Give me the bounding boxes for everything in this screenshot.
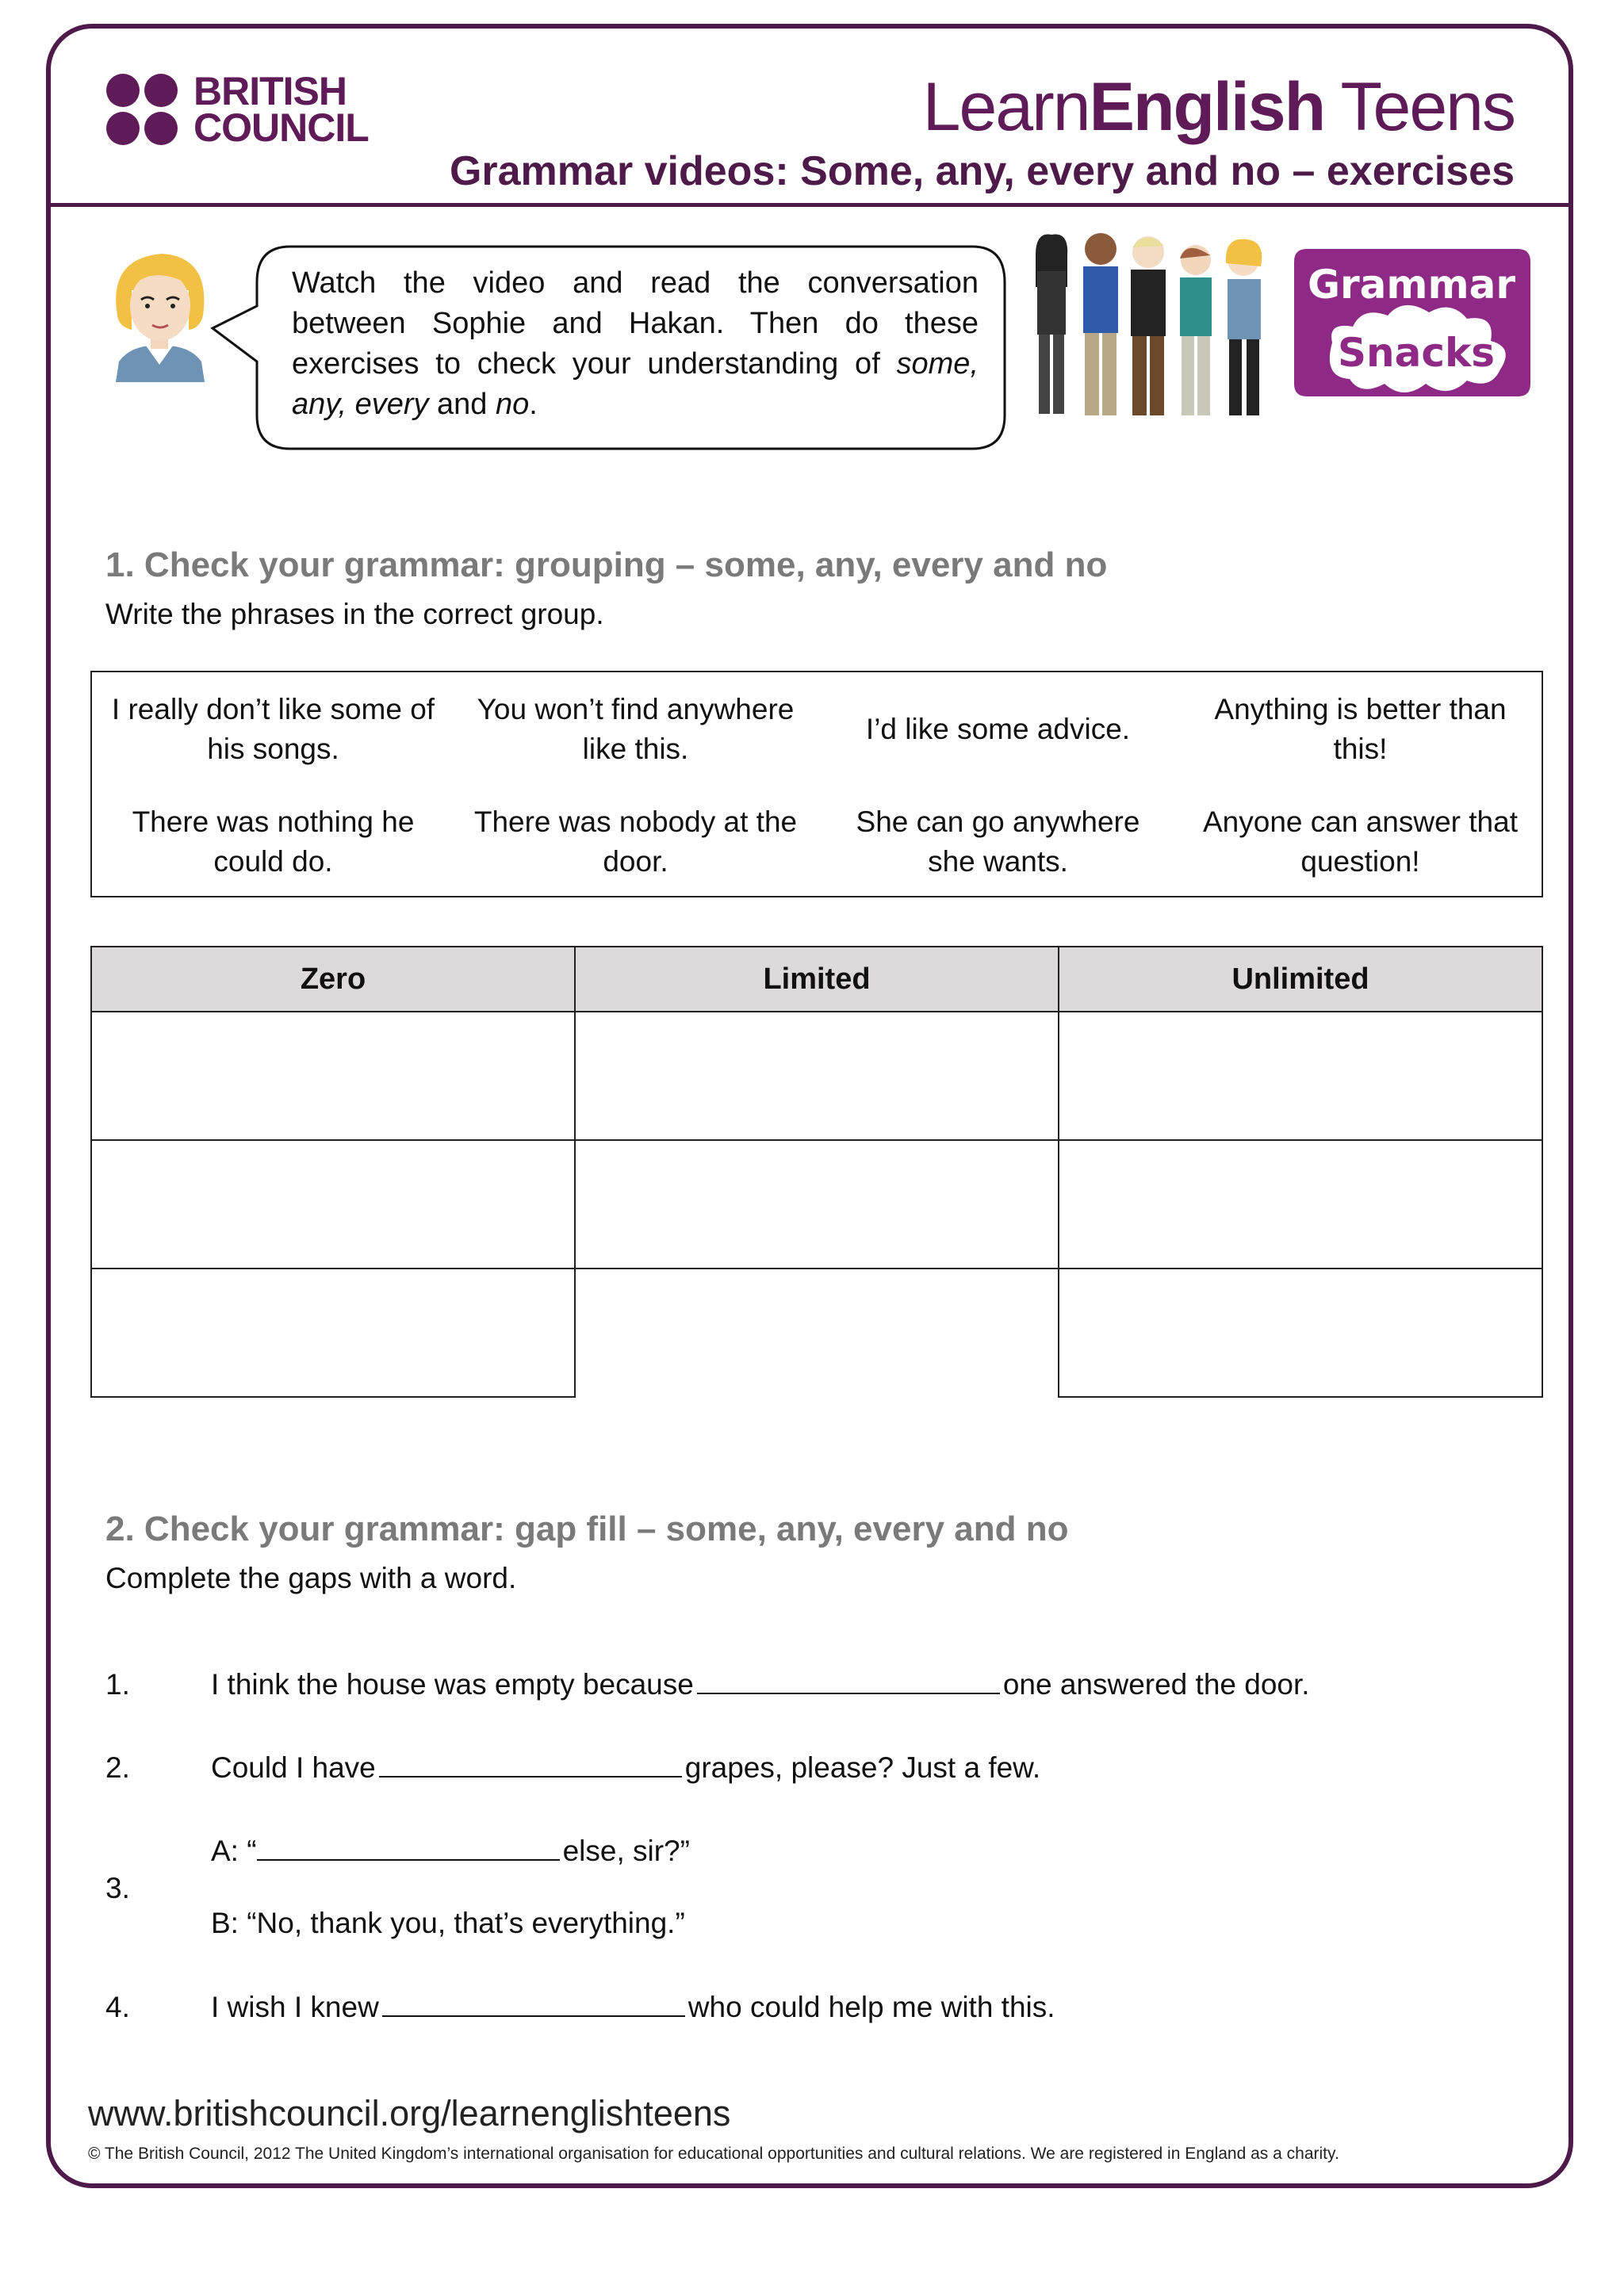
grammar-snacks-badge [1293,249,1530,404]
question-3: A: “ else, sir?” [211,1835,690,1867]
section-1-instruction: Write the phrases in the correct group. [105,598,604,630]
phrase-item[interactable]: There was nothing he could do. [132,806,415,878]
copyright-notice: © The British Council, 2012 The United Kingdom’s international organisation for educational opportunities and cultural relations. We are registered in England as a charity. [88,2145,1339,2163]
phrase-item[interactable]: I’d like some advice. [865,713,1131,745]
column-header-unlimited: Unlimited [1059,947,1542,1012]
header-divider [51,203,1568,207]
answer-gap[interactable] [257,1835,560,1861]
section-1-heading: 1. Check your grammar: grouping – some, any, every and no [105,545,1108,584]
question-number: 4. [105,1991,130,2023]
phrase-item[interactable]: There was nobody at the door. [473,806,798,878]
answer-cell[interactable] [575,1269,1059,1397]
question-number: 2. [105,1751,130,1784]
answer-cell[interactable] [1059,1012,1542,1140]
intro-text: Watch the video and read the conversation between Sophie and Hakan. Then do these exercises to check your understanding of some, any, every and no. [292,266,979,421]
logo-line-2: COUNCIL [193,105,369,150]
british-council-logo [106,69,369,150]
grouping-table [90,946,1543,1398]
answer-cell[interactable] [1059,1269,1542,1397]
phrase-item[interactable]: She can go anywhere she wants. [856,806,1140,878]
answer-cell[interactable] [91,1140,575,1269]
question-number: 3. [105,1872,130,1904]
section-2-heading: 2. Check your grammar: gap fill – some, any, every and no [105,1510,1069,1548]
phrase-item[interactable]: You won’t find anywhere like this. [477,693,795,765]
table-row [91,1012,1542,1140]
sophie-avatar-icon [100,243,219,382]
answer-cell[interactable] [91,1269,575,1397]
answer-cell[interactable] [575,1140,1059,1269]
teens-group-illustration [1028,232,1305,422]
badge-line-2: Snacks [1338,330,1495,376]
logo-dots-icon [106,74,178,145]
question-4: I wish I knew who could help me with this. [211,1991,1055,2023]
answer-gap[interactable] [697,1669,1000,1694]
answer-cell[interactable] [91,1012,575,1140]
page-title: Grammar videos: Some, any, every and no – exercises [449,148,1515,194]
answer-gap[interactable] [379,1752,682,1777]
answer-gap[interactable] [382,1992,685,2017]
table-row [91,1140,1542,1269]
question-number: 1. [105,1668,130,1701]
column-header-zero: Zero [91,947,575,1012]
phrase-box [90,671,1543,897]
phrase-item[interactable]: Anything is better than this! [1214,693,1507,765]
phrase-item[interactable]: Anyone can answer that question! [1203,806,1518,878]
column-header-limited: Limited [575,947,1059,1012]
learnenglish-teens-logo: LearnEnglish Teens [922,69,1515,145]
question-1: I think the house was empty because one answered the door. [211,1668,1310,1701]
table-row [91,1269,1542,1397]
question-2: Could I have grapes, please? Just a few. [211,1751,1041,1784]
footer-url[interactable]: www.britishcouncil.org/learnenglishteens [88,2093,731,2133]
section-2-instruction: Complete the gaps with a word. [105,1562,517,1594]
phrase-item[interactable]: I really don’t like some of his songs. [111,693,435,765]
badge-line-1: Grammar [1307,262,1516,308]
question-3-reply: B: “No, thank you, that’s everything.” [211,1907,685,1939]
answer-cell[interactable] [1059,1140,1542,1269]
answer-cell[interactable] [575,1012,1059,1140]
logo-line-1: BRITISH [193,69,347,113]
